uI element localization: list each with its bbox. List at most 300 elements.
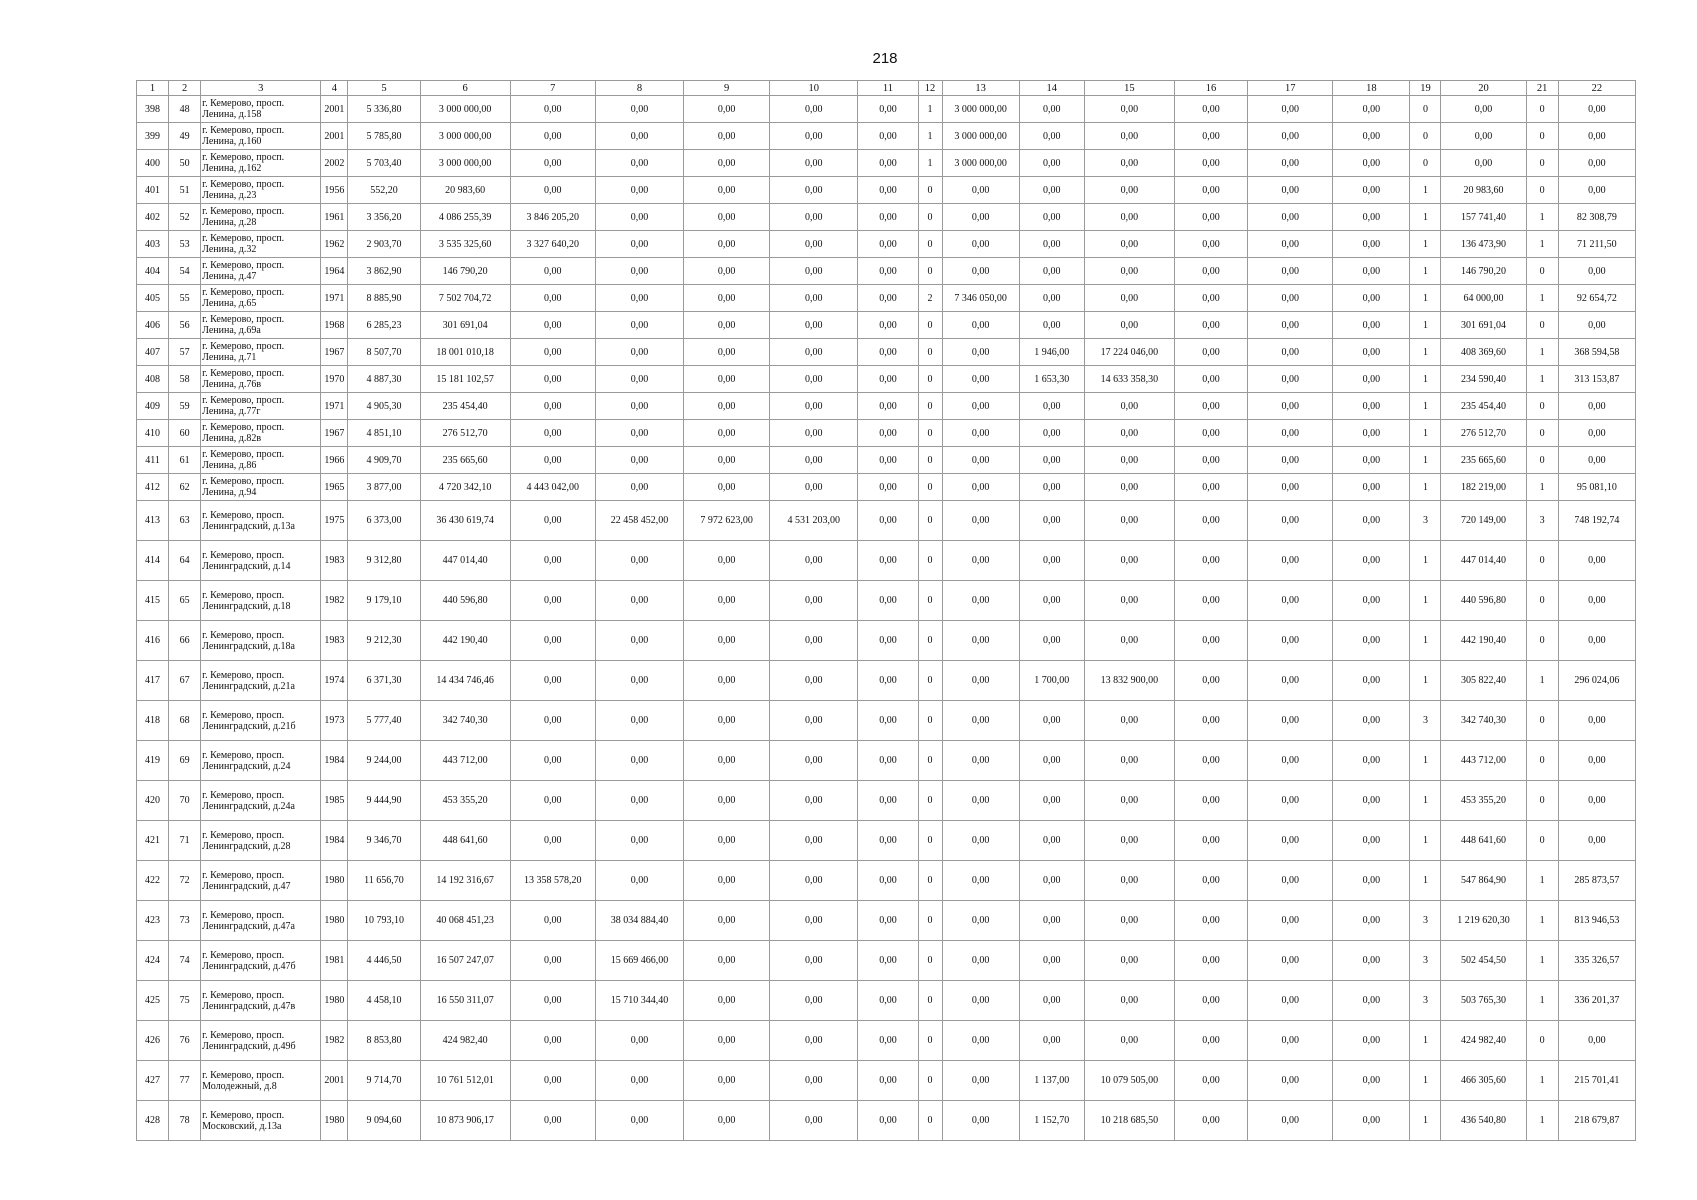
table-cell: 92 654,72: [1558, 285, 1635, 312]
table-cell: 0: [1526, 150, 1558, 177]
table-cell: 1980: [321, 1101, 348, 1141]
table-cell: 0,00: [858, 861, 918, 901]
table-cell: 409: [137, 393, 169, 420]
table-cell: 412: [137, 474, 169, 501]
table-cell: 0: [918, 1101, 942, 1141]
table-cell: 0,00: [595, 447, 683, 474]
address-cell: г. Кемерово, просп. Ленинградский, д.47: [201, 861, 321, 901]
table-cell: 420: [137, 781, 169, 821]
table-cell: 20 983,60: [420, 177, 510, 204]
table-cell: 1: [1410, 781, 1441, 821]
table-cell: 0,00: [510, 621, 595, 661]
table-cell: 0: [1526, 177, 1558, 204]
table-cell: 1: [1526, 941, 1558, 981]
table-cell: 0,00: [1084, 501, 1174, 541]
table-cell: 0,00: [858, 501, 918, 541]
table-cell: 0,00: [858, 312, 918, 339]
table-cell: 0,00: [942, 701, 1019, 741]
table-cell: 0,00: [1084, 701, 1174, 741]
table-cell: 0,00: [1174, 1101, 1247, 1141]
table-cell: 0: [1526, 447, 1558, 474]
table-row: [137, 123, 1636, 150]
table-cell: 0,00: [858, 1021, 918, 1061]
table-row: [137, 177, 1636, 204]
table-cell: 0,00: [942, 901, 1019, 941]
table-cell: 1: [1410, 204, 1441, 231]
table-cell: 400: [137, 150, 169, 177]
table-cell: 0,00: [684, 1061, 770, 1101]
table-cell: 60: [169, 420, 201, 447]
table-cell: 0,00: [1174, 150, 1247, 177]
table-cell: 0,00: [510, 123, 595, 150]
table-cell: 0: [918, 941, 942, 981]
table-cell: 0,00: [1333, 661, 1410, 701]
table-cell: 0,00: [858, 231, 918, 258]
table-cell: 0,00: [1174, 901, 1247, 941]
column-header: 13: [942, 81, 1019, 96]
table-cell: 0,00: [1084, 204, 1174, 231]
table-cell: 1: [1410, 258, 1441, 285]
table-cell: 48: [169, 96, 201, 123]
table-cell: 0,00: [510, 1061, 595, 1101]
table-cell: 0,00: [1333, 231, 1410, 258]
table-cell: 3 535 325,60: [420, 231, 510, 258]
table-cell: 0,00: [858, 1101, 918, 1141]
table-cell: 408: [137, 366, 169, 393]
table-cell: 0,00: [1174, 393, 1247, 420]
table-cell: 0: [918, 366, 942, 393]
table-cell: 77: [169, 1061, 201, 1101]
table-cell: 0: [918, 177, 942, 204]
table-cell: 0,00: [595, 621, 683, 661]
table-cell: 3 846 205,20: [510, 204, 595, 231]
table-cell: 1 219 620,30: [1441, 901, 1526, 941]
table-cell: 0,00: [770, 204, 858, 231]
table-cell: 66: [169, 621, 201, 661]
table-cell: 748 192,74: [1558, 501, 1635, 541]
address-cell: г. Кемерово, просп. Ленина, д.32: [201, 231, 321, 258]
table-cell: 0,00: [510, 177, 595, 204]
table-cell: 3 356,20: [348, 204, 420, 231]
table-cell: 0,00: [770, 901, 858, 941]
table-cell: 15 669 466,00: [595, 941, 683, 981]
table-cell: 0,00: [770, 781, 858, 821]
table-cell: 0,00: [684, 312, 770, 339]
table-cell: 73: [169, 901, 201, 941]
table-cell: 0,00: [684, 474, 770, 501]
table-cell: 422: [137, 861, 169, 901]
table-cell: 0,00: [1084, 177, 1174, 204]
table-cell: 0,00: [1333, 123, 1410, 150]
table-cell: 0,00: [684, 231, 770, 258]
table-cell: 0,00: [858, 541, 918, 581]
table-cell: 3 000 000,00: [942, 150, 1019, 177]
table-cell: 1: [1410, 339, 1441, 366]
table-cell: 3 000 000,00: [942, 96, 1019, 123]
table-row: [137, 393, 1636, 420]
table-cell: 0,00: [1558, 741, 1635, 781]
table-cell: 0,00: [1084, 901, 1174, 941]
table-cell: 0,00: [684, 420, 770, 447]
table-cell: 7 346 050,00: [942, 285, 1019, 312]
table-cell: 398: [137, 96, 169, 123]
table-cell: 0,00: [1333, 981, 1410, 1021]
table-cell: 1: [1526, 231, 1558, 258]
table-cell: 0,00: [770, 661, 858, 701]
table-cell: 0,00: [595, 861, 683, 901]
address-cell: г. Кемерово, просп. Ленинградский, д.24а: [201, 781, 321, 821]
address-cell: г. Кемерово, просп. Ленинградский, д.28: [201, 821, 321, 861]
address-cell: г. Кемерово, просп. Ленинградский, д.14: [201, 541, 321, 581]
table-cell: 1975: [321, 501, 348, 541]
table-cell: 5 777,40: [348, 701, 420, 741]
table-cell: 40 068 451,23: [420, 901, 510, 941]
table-cell: 0,00: [1174, 741, 1247, 781]
table-cell: 0,00: [858, 781, 918, 821]
table-cell: 1982: [321, 581, 348, 621]
table-cell: 9 094,60: [348, 1101, 420, 1141]
table-cell: 0,00: [1084, 941, 1174, 981]
table-cell: 447 014,40: [1441, 541, 1526, 581]
table-cell: 3 000 000,00: [420, 96, 510, 123]
table-cell: 0,00: [1019, 258, 1084, 285]
address-cell: г. Кемерово, просп. Ленинградский, д.13а: [201, 501, 321, 541]
table-cell: 11 656,70: [348, 861, 420, 901]
table-cell: 0,00: [1084, 861, 1174, 901]
table-cell: 1966: [321, 447, 348, 474]
table-cell: 1: [1410, 312, 1441, 339]
table-cell: 157 741,40: [1441, 204, 1526, 231]
table-cell: 64 000,00: [1441, 285, 1526, 312]
table-cell: 51: [169, 177, 201, 204]
table-cell: 14 633 358,30: [1084, 366, 1174, 393]
table-cell: 0,00: [684, 541, 770, 581]
table-cell: 0,00: [858, 661, 918, 701]
table-cell: 0,00: [595, 123, 683, 150]
table-cell: 0,00: [858, 1061, 918, 1101]
address-cell: г. Кемерово, просп. Ленинградский, д.47а: [201, 901, 321, 941]
table-cell: 0,00: [1019, 901, 1084, 941]
table-cell: 0,00: [510, 1101, 595, 1141]
table-cell: 0,00: [1333, 741, 1410, 781]
table-cell: 146 790,20: [1441, 258, 1526, 285]
table-cell: 0,00: [770, 150, 858, 177]
table-cell: 0,00: [1558, 177, 1635, 204]
table-cell: 0,00: [1558, 447, 1635, 474]
table-cell: 218 679,87: [1558, 1101, 1635, 1141]
address-cell: г. Кемерово, просп. Ленина, д.158: [201, 96, 321, 123]
table-cell: 1964: [321, 258, 348, 285]
table-cell: 0,00: [858, 621, 918, 661]
column-header: 20: [1441, 81, 1526, 96]
table-cell: 503 765,30: [1441, 981, 1526, 1021]
table-cell: 0,00: [684, 741, 770, 781]
table-cell: 1: [918, 96, 942, 123]
table-cell: 0,00: [684, 177, 770, 204]
table-cell: 1 137,00: [1019, 1061, 1084, 1101]
table-row: [137, 701, 1636, 741]
table-cell: 0,00: [1019, 123, 1084, 150]
table-cell: 0,00: [510, 96, 595, 123]
table-row: [137, 258, 1636, 285]
table-cell: 0,00: [858, 981, 918, 1021]
table-cell: 3: [1526, 501, 1558, 541]
column-header: 7: [510, 81, 595, 96]
table-cell: 1980: [321, 861, 348, 901]
table-cell: 15 181 102,57: [420, 366, 510, 393]
table-cell: 0: [1526, 701, 1558, 741]
table-cell: 0,00: [858, 339, 918, 366]
table-cell: 0: [918, 393, 942, 420]
table-cell: 0,00: [1333, 177, 1410, 204]
table-cell: 0,00: [510, 541, 595, 581]
table-cell: 0,00: [1019, 621, 1084, 661]
table-cell: 0,00: [1248, 1061, 1333, 1101]
table-cell: 0,00: [1248, 1101, 1333, 1141]
table-row: [137, 981, 1636, 1021]
table-cell: 0,00: [1333, 393, 1410, 420]
table-cell: 0,00: [942, 501, 1019, 541]
table-cell: 502 454,50: [1441, 941, 1526, 981]
table-cell: 10 873 906,17: [420, 1101, 510, 1141]
table-cell: 0,00: [1333, 1021, 1410, 1061]
table-cell: 0,00: [684, 981, 770, 1021]
table-cell: 10 761 512,01: [420, 1061, 510, 1101]
table-cell: 0,00: [1333, 501, 1410, 541]
table-cell: 0,00: [1084, 312, 1174, 339]
table-row: [137, 447, 1636, 474]
address-cell: г. Кемерово, просп. Ленина, д.160: [201, 123, 321, 150]
table-cell: 0,00: [1248, 285, 1333, 312]
table-cell: 1: [1410, 393, 1441, 420]
table-cell: 428: [137, 1101, 169, 1141]
column-header: 21: [1526, 81, 1558, 96]
table-cell: 424 982,40: [420, 1021, 510, 1061]
address-cell: г. Кемерово, просп. Ленинградский, д.21б: [201, 701, 321, 741]
table-cell: 0,00: [942, 420, 1019, 447]
table-cell: 0,00: [684, 1021, 770, 1061]
column-header: 16: [1174, 81, 1247, 96]
table-cell: 0,00: [770, 821, 858, 861]
table-cell: 1: [1410, 581, 1441, 621]
table-cell: 0,00: [858, 393, 918, 420]
table-cell: 0,00: [1174, 339, 1247, 366]
table-cell: 9 212,30: [348, 621, 420, 661]
table-cell: 1 653,30: [1019, 366, 1084, 393]
table-cell: 1974: [321, 661, 348, 701]
table-cell: 0,00: [1084, 420, 1174, 447]
table-cell: 0,00: [1248, 861, 1333, 901]
table-cell: 0,00: [1441, 123, 1526, 150]
table-cell: 0,00: [510, 741, 595, 781]
table-cell: 421: [137, 821, 169, 861]
table-cell: 1: [1410, 447, 1441, 474]
table-cell: 1: [1526, 204, 1558, 231]
table-cell: 1982: [321, 1021, 348, 1061]
table-cell: 0,00: [595, 204, 683, 231]
table-cell: 0,00: [1019, 501, 1084, 541]
table-cell: 0,00: [510, 781, 595, 821]
address-cell: г. Кемерово, просп. Ленина, д.82в: [201, 420, 321, 447]
table-cell: 61: [169, 447, 201, 474]
table-cell: 0,00: [1174, 204, 1247, 231]
table-cell: 0,00: [1019, 861, 1084, 901]
table-cell: 2001: [321, 96, 348, 123]
table-cell: 0,00: [1248, 204, 1333, 231]
table-cell: 0: [918, 1021, 942, 1061]
table-cell: 0,00: [1084, 541, 1174, 581]
address-cell: г. Кемерово, просп. Ленина, д.162: [201, 150, 321, 177]
table-cell: 0,00: [942, 231, 1019, 258]
table-cell: 3 000 000,00: [942, 123, 1019, 150]
table-cell: 0,00: [1558, 312, 1635, 339]
table-cell: 235 454,40: [1441, 393, 1526, 420]
table-cell: 9 346,70: [348, 821, 420, 861]
table-cell: 0,00: [595, 741, 683, 781]
table-cell: 0,00: [1084, 447, 1174, 474]
table-cell: 0,00: [1084, 123, 1174, 150]
table-cell: 423: [137, 901, 169, 941]
table-row: [137, 861, 1636, 901]
table-cell: 0,00: [1019, 312, 1084, 339]
table-cell: 0,00: [510, 661, 595, 701]
table-cell: 0,00: [1248, 621, 1333, 661]
data-table: [136, 80, 1636, 1141]
table-cell: 0: [918, 661, 942, 701]
table-cell: 4 086 255,39: [420, 204, 510, 231]
table-cell: 67: [169, 661, 201, 701]
table-cell: 368 594,58: [1558, 339, 1635, 366]
table-cell: 71: [169, 821, 201, 861]
table-cell: 336 201,37: [1558, 981, 1635, 1021]
table-cell: 6 373,00: [348, 501, 420, 541]
table-cell: 0: [918, 621, 942, 661]
table-cell: 305 822,40: [1441, 661, 1526, 701]
table-cell: 0,00: [510, 1021, 595, 1061]
table-cell: 0,00: [684, 393, 770, 420]
table-cell: 0,00: [1019, 285, 1084, 312]
table-cell: 6 371,30: [348, 661, 420, 701]
table-cell: 0,00: [1174, 366, 1247, 393]
table-cell: 0,00: [942, 1061, 1019, 1101]
table-cell: 0,00: [1333, 366, 1410, 393]
table-cell: 8 885,90: [348, 285, 420, 312]
table-cell: 0,00: [1333, 581, 1410, 621]
table-cell: 1: [1526, 285, 1558, 312]
table-cell: 448 641,60: [420, 821, 510, 861]
table-cell: 38 034 884,40: [595, 901, 683, 941]
table-cell: 0,00: [770, 312, 858, 339]
table-cell: 0,00: [510, 312, 595, 339]
table-cell: 0,00: [1558, 393, 1635, 420]
table-cell: 69: [169, 741, 201, 781]
table-cell: 1981: [321, 941, 348, 981]
table-cell: 0,00: [1248, 312, 1333, 339]
table-cell: 1: [1410, 821, 1441, 861]
table-cell: 1: [1410, 420, 1441, 447]
address-cell: г. Кемерово, просп. Молодежный, д.8: [201, 1061, 321, 1101]
table-row: [137, 339, 1636, 366]
table-cell: 0,00: [858, 96, 918, 123]
address-cell: г. Кемерово, просп. Ленина, д.69а: [201, 312, 321, 339]
table-cell: 0,00: [858, 366, 918, 393]
address-cell: г. Кемерово, просп. Ленина, д.47: [201, 258, 321, 285]
table-cell: 1: [1410, 1101, 1441, 1141]
table-cell: 418: [137, 701, 169, 741]
table-cell: 0,00: [1019, 474, 1084, 501]
table-cell: 0,00: [595, 701, 683, 741]
table-cell: 2 903,70: [348, 231, 420, 258]
table-cell: 0,00: [1019, 177, 1084, 204]
table-cell: 447 014,40: [420, 541, 510, 581]
table-cell: 0,00: [1174, 661, 1247, 701]
table-cell: 9 312,80: [348, 541, 420, 581]
table-cell: 1 700,00: [1019, 661, 1084, 701]
table-cell: 52: [169, 204, 201, 231]
table-cell: 0,00: [1174, 541, 1247, 581]
table-cell: 0,00: [1174, 701, 1247, 741]
table-cell: 285 873,57: [1558, 861, 1635, 901]
table-row: [137, 941, 1636, 981]
table-cell: 0,00: [1333, 339, 1410, 366]
table-cell: 0,00: [1333, 204, 1410, 231]
table-cell: 0,00: [510, 941, 595, 981]
table-cell: 0,00: [595, 231, 683, 258]
table-row: [137, 741, 1636, 781]
table-cell: 10 218 685,50: [1084, 1101, 1174, 1141]
table-cell: 0,00: [1333, 701, 1410, 741]
table-cell: 1 946,00: [1019, 339, 1084, 366]
column-header: 12: [918, 81, 942, 96]
table-cell: 453 355,20: [420, 781, 510, 821]
table-cell: 1: [1410, 474, 1441, 501]
table-cell: 1: [1410, 621, 1441, 661]
table-cell: 1971: [321, 285, 348, 312]
table-cell: 0: [918, 339, 942, 366]
address-cell: г. Кемерово, просп. Ленина, д.94: [201, 474, 321, 501]
table-cell: 0,00: [684, 285, 770, 312]
table-cell: 0,00: [1558, 150, 1635, 177]
table-row: [137, 621, 1636, 661]
table-cell: 0,00: [942, 339, 1019, 366]
table-cell: 0,00: [595, 420, 683, 447]
table-cell: 0,00: [1174, 123, 1247, 150]
table-cell: 1 152,70: [1019, 1101, 1084, 1141]
table-row: [137, 474, 1636, 501]
table-cell: 0,00: [684, 123, 770, 150]
table-cell: 22 458 452,00: [595, 501, 683, 541]
table-cell: 425: [137, 981, 169, 1021]
table-cell: 0,00: [942, 941, 1019, 981]
table-cell: 0,00: [1558, 123, 1635, 150]
table-cell: 1967: [321, 339, 348, 366]
table-cell: 0,00: [510, 366, 595, 393]
table-cell: 0,00: [684, 781, 770, 821]
table-cell: 0,00: [1019, 981, 1084, 1021]
table-cell: 0,00: [1019, 581, 1084, 621]
table-cell: 6 285,23: [348, 312, 420, 339]
table-row: [137, 501, 1636, 541]
table-cell: 4 887,30: [348, 366, 420, 393]
table-cell: 0,00: [770, 285, 858, 312]
table-cell: 0,00: [942, 204, 1019, 231]
table-cell: 0,00: [770, 741, 858, 781]
table-cell: 235 665,60: [1441, 447, 1526, 474]
table-cell: 0,00: [595, 366, 683, 393]
table-cell: 136 473,90: [1441, 231, 1526, 258]
table-cell: 5 785,80: [348, 123, 420, 150]
table-cell: 0,00: [770, 177, 858, 204]
